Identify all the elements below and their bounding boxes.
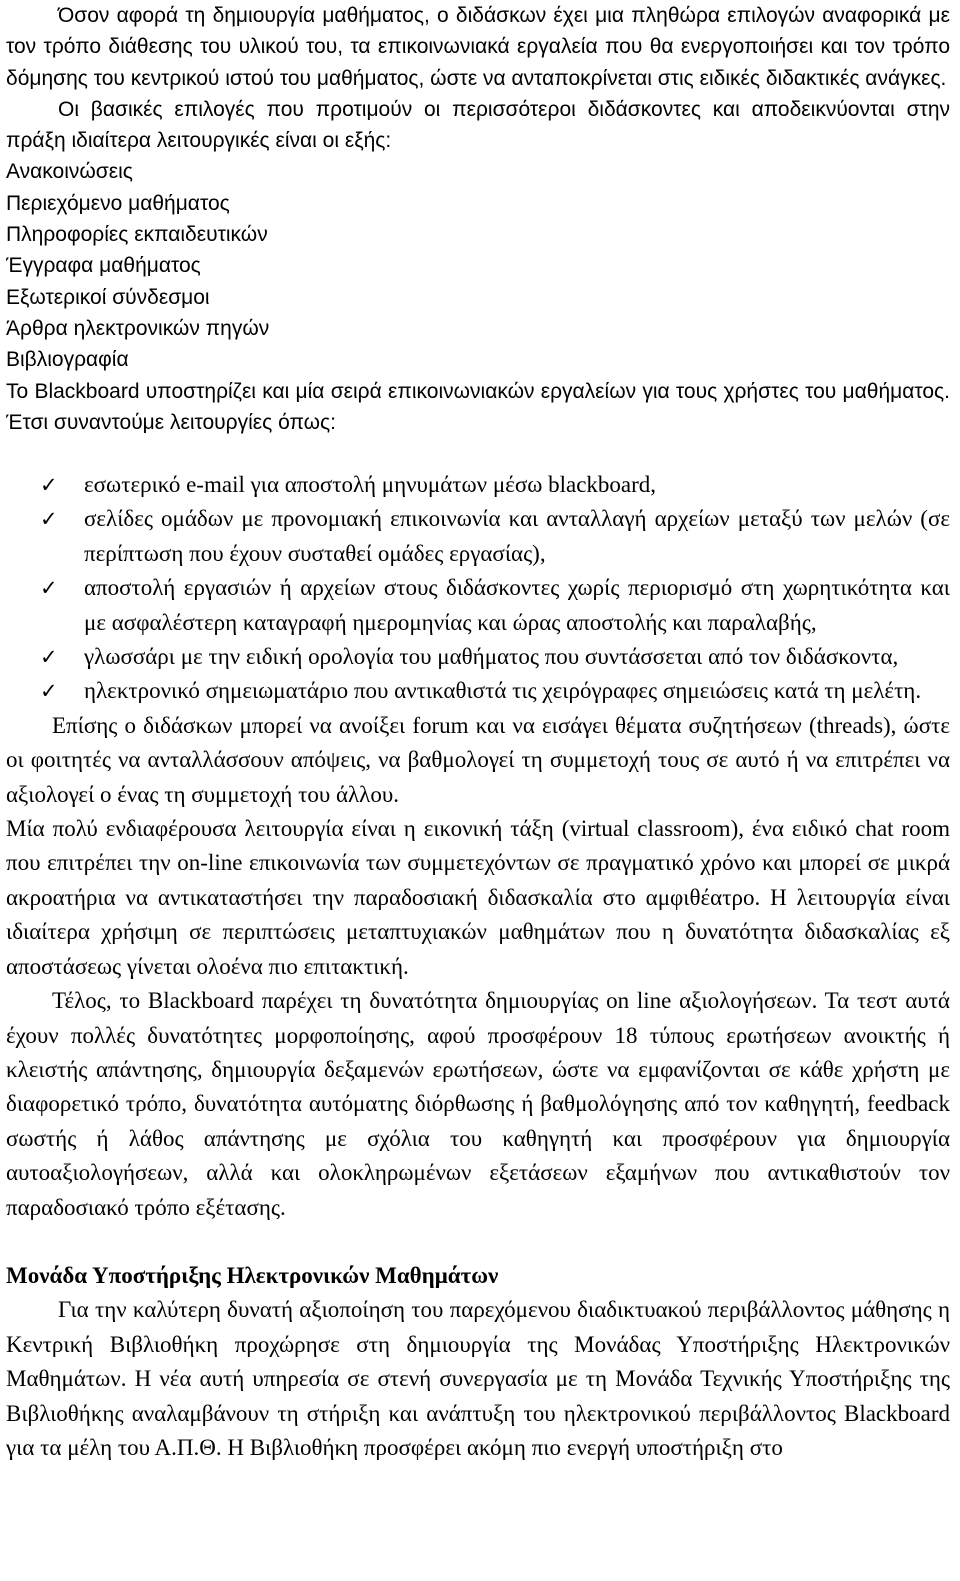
option-external-links: Εξωτερικοί σύνδεσμοι [6, 285, 210, 309]
main-section [6, 468, 950, 1465]
list-item [6, 502, 950, 571]
intro-paragraph-2: Οι βασικές επιλογές που προτιμούν οι περισσότεροι διδάσκοντες και αποδεικνύονται στην πράξη ιδιαίτερα λειτουργικές είναι οι εξής: [6, 97, 950, 153]
feature-text: ηλεκτρονικό σημειωματάριο που αντικαθιστά τις χειρόγραφες σημειώσεις κατά τη μελέτη. [84, 678, 922, 704]
section-heading: Μονάδα Υποστήριξης Ηλεκτρονικών Μαθημάτων [6, 1262, 499, 1288]
virtual-classroom-paragraph: Μία πολύ ενδιαφέρουσα λειτουργία είναι η εικονική τάξη (virtual classroom), ένα ειδικό chat room που επιτρέπει την on-line επικοινωνία των συμμετεχόντων σε πραγματικό χρόνο και μπορεί σε μικρά ακροατήρια να αντικαταστήσει την παραδοσιακή διδασκαλία στο αμφιθέατρο. Η λειτουργία είναι ιδιαίτερα χρήσιμη σε περιπτώσεις μεταπτυχιακών μαθημάτων που η δυνατότητα διδασκαλίας εξ αποστάσεως γίνεται ολοένα πιο επιτακτική. [6, 816, 950, 979]
option-bibliography: Βιβλιογραφία [6, 348, 129, 372]
option-announcements: Ανακοινώσεις [6, 160, 133, 184]
check-icon: ✓ [40, 645, 58, 670]
list-item [6, 468, 950, 502]
option-course-documents: Έγγραφα μαθήματος [6, 254, 201, 278]
intro-paragraph-1: Όσον αφορά τη δημιουργία μαθήματος, ο διδάσκων έχει μια πληθώρα επιλογών αναφορικά με τον τρόπο διάθεσης του υλικού του, τα επικοινωνιακά εργαλεία που θα ενεργοποιήσει και τον τρόπο δόμησης του κεντρικού ιστού του μαθήματος, ώστε να ανταποκρίνεται στις ειδικές διδακτικές ανάγκες. [6, 4, 950, 90]
list-item [6, 571, 950, 640]
option-course-content: Περιεχόμενο μαθήματος [6, 191, 230, 215]
options-list [6, 156, 950, 375]
check-icon: ✓ [40, 473, 58, 497]
feature-text: σελίδες ομάδων με προνομιακή επικοινωνία και ανταλλαγή αρχείων μεταξύ των μελών (σε περίπτωση που έχουν συσταθεί ομάδες εργασίας), [84, 506, 950, 566]
section-spacer [6, 1225, 950, 1259]
list-item [6, 674, 950, 708]
intro-section [6, 0, 950, 438]
option-e-source-articles: Άρθρα ηλεκτρονικών πηγών [6, 316, 270, 340]
feature-text: εσωτερικό e-mail για αποστολή μηνυμάτων μέσω blackboard, [84, 472, 657, 497]
list-item [6, 640, 950, 674]
forum-paragraph: Επίσης ο διδάσκων μπορεί να ανοίξει forum και να εισάγει θέματα συζητήσεων (threads), ώστε οι φοιτητές να ανταλλάσσουν απόψεις, να βαθμολογεί τη συμμετοχή τους σε αυτό ή να επιτρέπει να αξιολογεί ο ένας τη συμμετοχή του άλλου. [6, 712, 950, 807]
feature-text: αποστολή εργασιών ή αρχείων στους διδάσκοντες χωρίς περιορισμό στη χωρητικότητα και με ασφαλέστερη καταγραφή ημερομηνίας και ώρας αποστολής και παραλαβής, [84, 575, 950, 635]
check-icon: ✓ [40, 507, 58, 532]
option-instructor-info: Πληροφορίες εκπαιδευτικών [6, 223, 268, 247]
feature-text: γλωσσάρι με την ειδική ορολογία του μαθήματος που συντάσσεται από τον διδάσκοντα, [84, 644, 899, 670]
features-list [6, 468, 950, 709]
assessment-paragraph: Τέλος, το Blackboard παρέχει τη δυνατότητα δημιουργίας on line αξιολογήσεων. Τα τεστ αυτά έχουν πολλές δυνατότητες μορφοποίησης, αφού προσφέρουν 18 τύπους ερωτήσεων ανοικτής ή κλειστής απάντησης, δημιουργία δεξαμενών ερωτήσεων, ώστε να εμφανίζονται σε κάθε χρήστη με διαφορετικό τρόπο, δυνατότητα αυτόματης διόρθωσης ή βαθμολόγησης από τον καθηγητή, feedback σωστής ή λάθος απάντησης με σχόλια του καθηγητή και προσφέρουν για δημιουργία αυτοαξιολογήσεων, αλλά και ολοκληρωμένων εξετάσεων εξαμήνων που αντικαθιστούν τον παραδοσιακό τρόπο εξέτασης. [6, 988, 950, 1220]
check-icon: ✓ [40, 679, 58, 704]
intro-paragraph-3: Το Blackboard υποστηρίζει και μία σειρά επικοινωνιακών εργαλείων για τους χρήστες του μαθήματος. Έτσι συναντούμε λειτουργίες όπως: [6, 379, 950, 434]
section-paragraph: Για την καλύτερη δυνατή αξιοποίηση του παρεχόμενου διαδικτυακού περιβάλλοντος μάθησης η Κεντρική Βιβλιοθήκη προχώρησε στη δημιουργία της Μονάδας Υποστήριξης Ηλεκτρονικών Μαθημάτων. Η νέα αυτή υπηρεσία σε στενή συνεργασία με τη Μονάδα Τεχνικής Υποστήριξης της Βιβλιοθήκης αναλαμβάνουν τη στήριξη και ανάπτυξη του ηλεκτρονικού περιβάλλοντος Blackboard για τα μέλη του Α.Π.Θ. Η Βιβλιοθήκη προσφέρει ακόμη πιο ενεργή υποστήριξη στο [6, 1297, 950, 1460]
check-icon: ✓ [40, 576, 58, 601]
